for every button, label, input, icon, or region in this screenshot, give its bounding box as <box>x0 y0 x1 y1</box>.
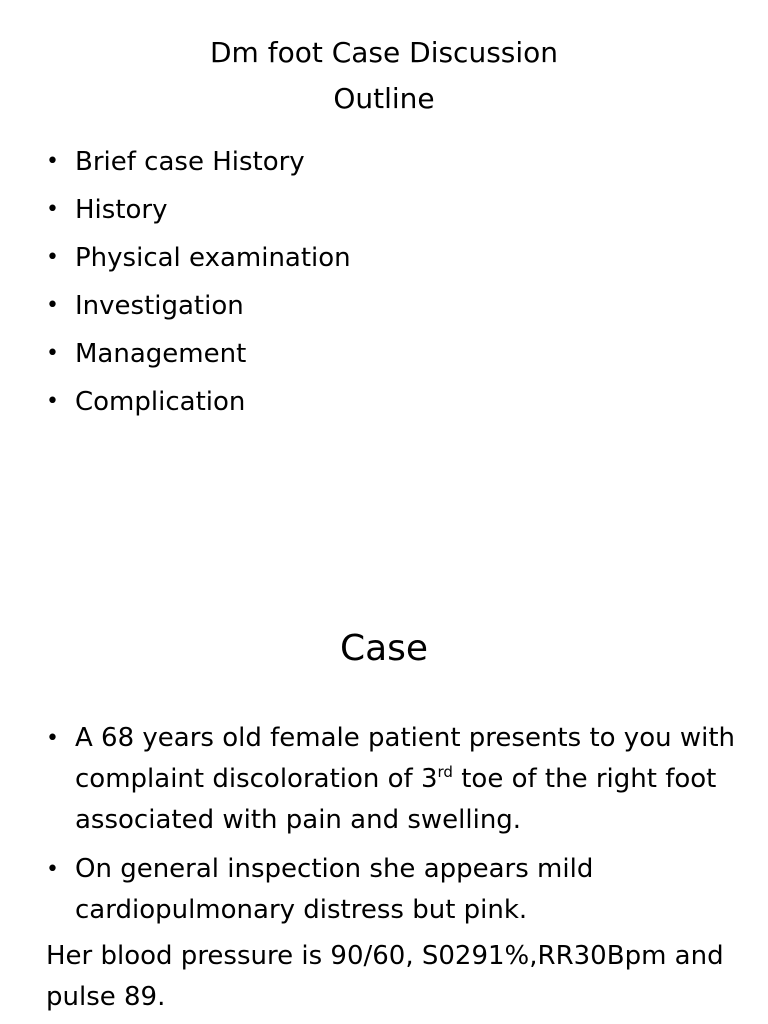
outline-item-text: Physical examination <box>75 243 351 273</box>
slide-title: Case <box>339 628 429 669</box>
outline-list <box>46 138 351 426</box>
case-item-text: On general inspection she appears mild cardiopulmonary distress but pink. <box>75 854 594 925</box>
case-item <box>46 718 736 841</box>
bullet-icon: • <box>46 857 59 882</box>
bullet-icon: • <box>46 389 59 414</box>
outline-item-text: History <box>75 195 168 225</box>
case-slide <box>0 600 768 1024</box>
outline-item <box>46 186 351 234</box>
outline-item <box>46 330 351 378</box>
bullet-icon: • <box>46 293 59 318</box>
bullet-icon: • <box>46 149 59 174</box>
slide-title <box>0 30 768 122</box>
case-list <box>46 718 736 939</box>
bullet-icon: • <box>46 197 59 222</box>
outline-item <box>46 378 351 426</box>
outline-item-text: Management <box>75 339 247 369</box>
title-line-2: Outline <box>333 82 435 115</box>
bullet-icon: • <box>46 726 59 751</box>
outline-item-text: Brief case History <box>75 147 305 177</box>
case-item-text-end: toe of the right foot associated with pain and swelling. <box>75 764 717 835</box>
case-item-text-start: A 68 years old female patient presents to you with complaint discoloration of 3 <box>75 723 736 794</box>
title-line-1: Dm foot Case Discussion <box>209 36 559 69</box>
outline-item-text: Complication <box>75 387 246 417</box>
case-item <box>46 849 736 931</box>
vitals-text: Her blood pressure is 90/60, S0291%,RR30Bpm and pulse 89. <box>46 941 724 1012</box>
ordinal-superscript: rd <box>437 763 453 781</box>
outline-item <box>46 282 351 330</box>
bullet-icon: • <box>46 341 59 366</box>
bullet-icon: • <box>46 245 59 270</box>
outline-item <box>46 234 351 282</box>
outline-item-text: Investigation <box>75 291 244 321</box>
outline-item <box>46 138 351 186</box>
